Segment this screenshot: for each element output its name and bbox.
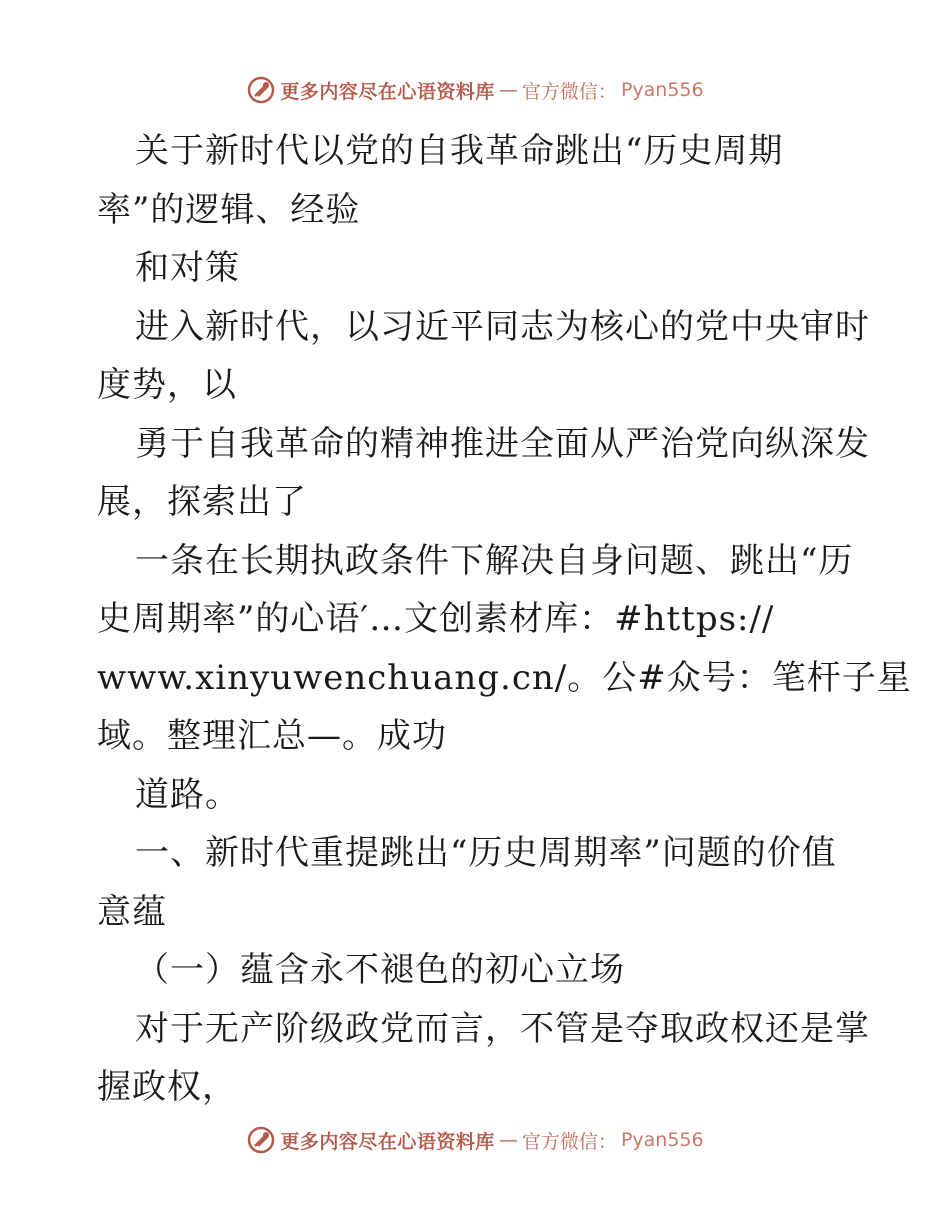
watermark-site-text: 更多内容尽在心语资料库	[280, 1130, 495, 1153]
paragraph-line: 勇于自我革命的精神推进全面从严治党向纵深发	[135, 423, 870, 464]
section-heading-line: 一、新时代重提跳出“历史周期率”问题的价值	[135, 833, 837, 873]
paragraph-line: 域。整理汇总—。成功	[97, 716, 447, 756]
section-heading-line: 意蕴	[97, 891, 167, 932]
footer-watermark	[0, 1120, 950, 1160]
quill-logo-icon	[246, 75, 276, 105]
paragraph-line: 史周期率”的心语′…文创素材库：#https://	[97, 599, 775, 639]
quill-logo-icon	[246, 1125, 276, 1155]
paragraph-line: 对于无产阶级政党而言，不管是夺取政权还是掌	[135, 1008, 870, 1049]
watermark-official-label: 官方微信：	[521, 80, 617, 103]
title-line-3: 和对策	[135, 248, 240, 288]
paragraph-line-url: www.xinyuwenchuang.cn/。公#众号：笔杆子星	[97, 657, 912, 698]
document-body	[97, 122, 912, 1117]
paragraph-line: 握政权，	[97, 1067, 237, 1107]
title-line-2: 率”的逻辑、经验	[97, 189, 361, 230]
watermark-site-text: 更多内容尽在心语资料库	[280, 80, 495, 103]
watermark-wechat-id: Pyan556	[620, 1129, 704, 1151]
paragraph-line: 进入新时代，以习近平同志为核心的党中央审时	[135, 306, 870, 347]
paragraph-line: 度势，以	[97, 365, 237, 405]
watermark-separator: —	[498, 1129, 518, 1151]
paragraph-line: 展，探索出了	[97, 482, 307, 522]
watermark-separator: —	[498, 79, 518, 101]
subsection-heading: （一）蕴含永不褪色的初心立场	[135, 950, 625, 990]
watermark-wechat-id: Pyan556	[620, 79, 704, 101]
paragraph-line: 道路。	[135, 774, 240, 815]
header-watermark	[0, 70, 950, 110]
paragraph-line: 一条在长期执政条件下解决自身问题、跳出“历	[135, 540, 854, 581]
title-line-1: 关于新时代以党的自我革命跳出“历史周期	[135, 131, 784, 171]
watermark-official-label: 官方微信：	[521, 1130, 617, 1153]
